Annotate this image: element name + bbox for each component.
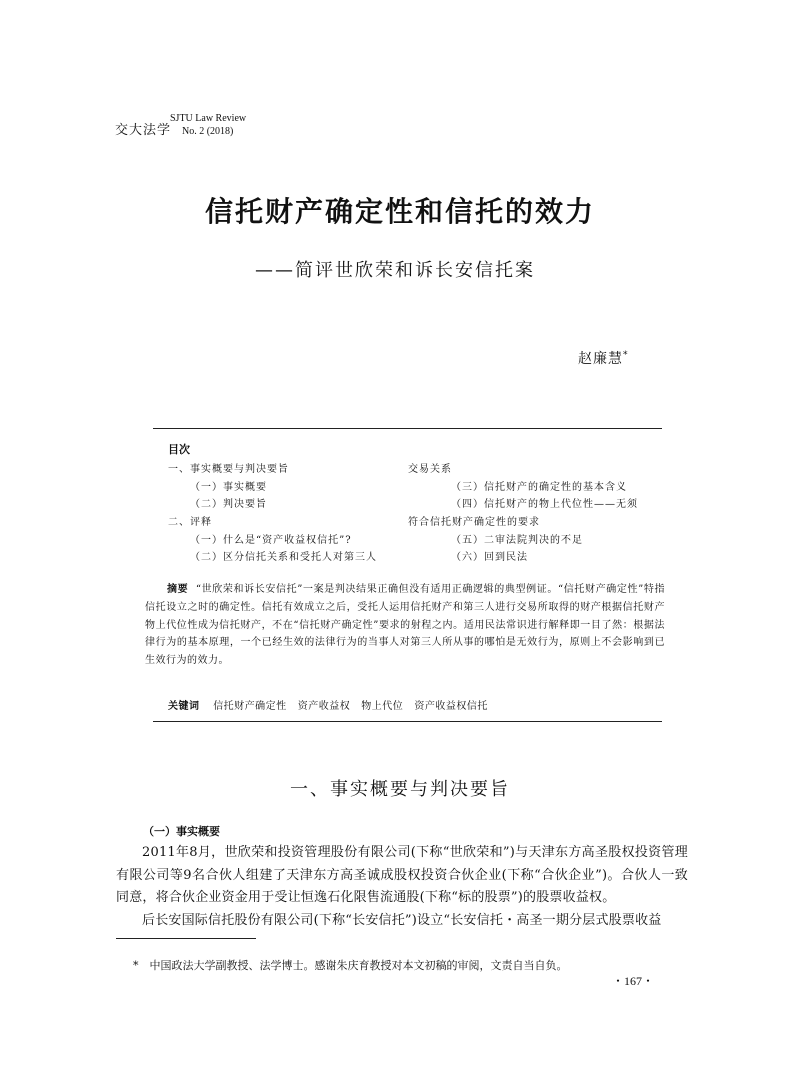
keyword: 信托财产确定性 xyxy=(213,701,287,712)
toc-heading: 目次 xyxy=(168,443,190,456)
author-footnote-mark: * xyxy=(623,350,629,361)
toc-item: 交易关系 xyxy=(408,464,452,475)
toc-item: （二）判决要旨 xyxy=(190,499,267,510)
author xyxy=(578,348,629,368)
abstract-label: 摘要 xyxy=(167,584,189,595)
keyword: 资产收益权信托 xyxy=(414,701,488,712)
toc-item: （三）信托财产的确定性的基本含义 xyxy=(451,482,627,493)
toc-item: 二、评释 xyxy=(168,517,212,528)
keyword: 物上代位 xyxy=(361,701,404,712)
toc-item: 符合信托财产确定性的要求 xyxy=(408,517,540,528)
page-number: ・167・ xyxy=(612,974,655,988)
journal-name-cn: 交大法学 xyxy=(115,123,172,138)
toc-item: （六）回到民法 xyxy=(451,552,528,563)
paper-subtitle: ——简评世欣荣和诉长安信托案 xyxy=(255,260,535,281)
keyword: 资产收益权 xyxy=(297,701,351,712)
footnote-rule xyxy=(116,938,256,939)
journal-issue: No. 2 (2018) xyxy=(182,126,234,137)
paper-title: 信托财产确定性和信托的效力 xyxy=(204,195,595,228)
journal-name-en-title: SJTU Law Review xyxy=(170,113,247,124)
abstract xyxy=(145,581,665,670)
toc-item: （五）二审法院判决的不足 xyxy=(451,535,583,546)
section-title: 一、事实概要与判决要旨 xyxy=(290,779,510,800)
journal-name-en xyxy=(170,112,246,138)
toc-item: 一、事实概要与判决要旨 xyxy=(168,464,289,475)
abstract-text: “世欣荣和诉长安信托”一案是判决结果正确但没有适用正确逻辑的典型例证。“信托财产确定性”特指信托设立之时的确定性。信托有效成立之后，受托人运用信托财产和第三人进行交易所取得的财产根据信托财产物上代位性成为信托财产，不在“信托财产确定性”要求的射程之内。适用民法常识进行解释即一目了然：根据法律行为的基本原理，一个已经生效的法律行为的当事人对第三人所从事的哪怕是无效行为，原则上不会影响到已生效行为的效力。 xyxy=(145,584,666,667)
body-text xyxy=(116,842,688,932)
toc-item: （一）事实概要 xyxy=(190,482,267,493)
paragraph: 后长安国际信托股份有限公司(下称“长安信托”)设立“长安信托・高圣一期分层式股票收益 xyxy=(142,912,662,928)
subsection-title: （一）事实概要 xyxy=(143,825,220,838)
toc-item: （四）信托财产的物上代位性——无须 xyxy=(451,499,638,510)
paragraph: 2011年8月，世欣荣和投资管理股份有限公司(下称“世欣荣和”)与天津东方高圣股权投资管理有限公司等9名合伙人组建了天津东方高圣诚成股权投资合伙企业(下称“合伙企业”)。合伙人一致同意，将合伙企业资金用于受让恒逸石化限售流通股(下称“标的股票”)的股票收益权。 xyxy=(116,845,688,905)
toc-top-rule xyxy=(153,428,662,429)
toc-item: （一）什么是“资产收益权信托”? xyxy=(190,535,352,546)
author-name: 赵廉慧 xyxy=(578,351,623,367)
keywords-label: 关键词 xyxy=(168,701,200,712)
footnote: * 中国政法大学副教授、法学博士。感谢朱庆育教授对本文初稿的审阅，文责自当自负。 xyxy=(133,959,568,972)
toc-item: （二）区分信托关系和受托人对第三人 xyxy=(190,552,377,563)
toc-bottom-rule xyxy=(153,721,662,722)
keywords xyxy=(168,697,488,712)
